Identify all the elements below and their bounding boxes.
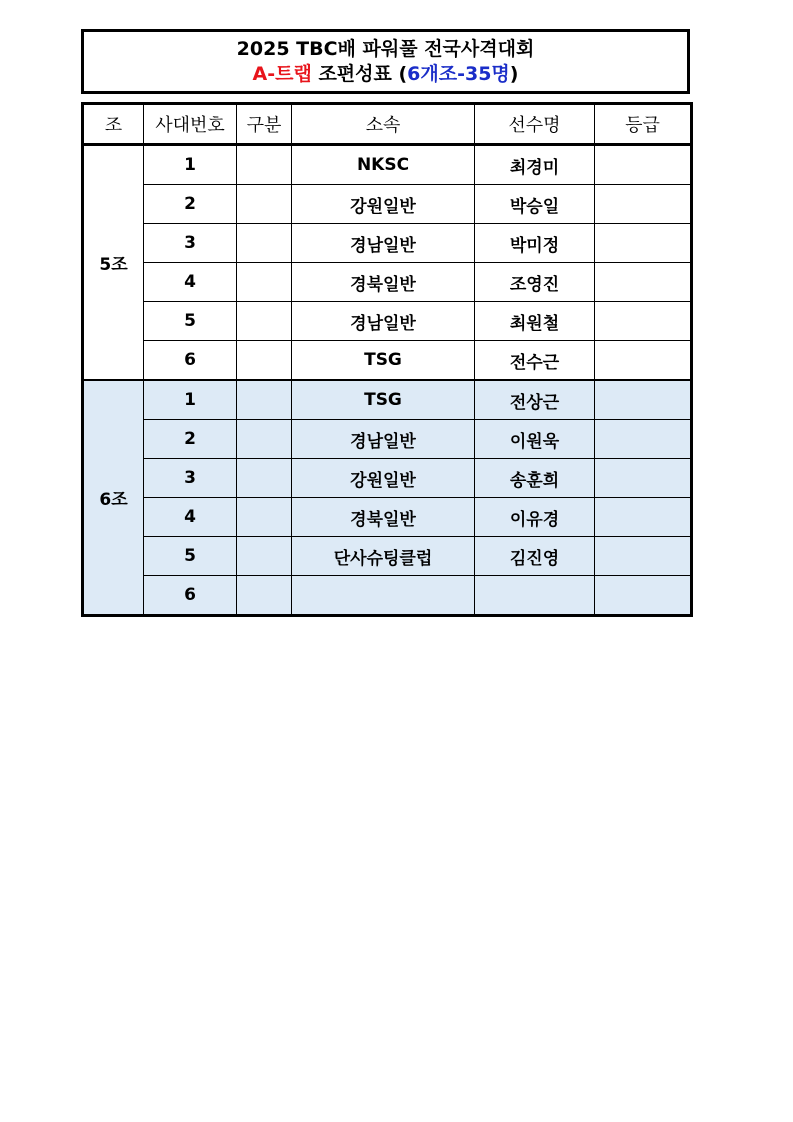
type-cell — [237, 459, 292, 498]
type-cell — [237, 224, 292, 263]
player-name-cell: 최경미 — [475, 145, 595, 185]
type-cell — [237, 576, 292, 616]
table-row — [83, 341, 692, 381]
type-cell — [237, 263, 292, 302]
player-name-cell: 최원철 — [475, 302, 595, 341]
table-row — [83, 145, 692, 185]
player-name-cell: 전수근 — [475, 341, 595, 381]
type-cell — [237, 420, 292, 459]
grade-cell — [595, 459, 692, 498]
grade-cell — [595, 537, 692, 576]
type-cell — [237, 341, 292, 381]
header-lane-number: 사대번호 — [144, 104, 237, 145]
grade-cell — [595, 380, 692, 420]
player-name-cell: 송훈희 — [475, 459, 595, 498]
event-name: A-트랩 — [252, 62, 312, 85]
team-cell: 강원일반 — [292, 185, 475, 224]
lane-number-cell: 4 — [144, 263, 237, 302]
lane-number-cell: 4 — [144, 498, 237, 537]
table-header — [83, 104, 692, 145]
table-row — [83, 459, 692, 498]
grade-cell — [595, 498, 692, 537]
lane-number-cell: 2 — [144, 185, 237, 224]
table-row — [83, 420, 692, 459]
lane-number-cell: 5 — [144, 302, 237, 341]
table-row — [83, 498, 692, 537]
lane-number-cell: 3 — [144, 459, 237, 498]
header-team: 소속 — [292, 104, 475, 145]
type-cell — [237, 185, 292, 224]
player-name-cell: 이원욱 — [475, 420, 595, 459]
team-cell: 단사슈팅클럽 — [292, 537, 475, 576]
type-cell — [237, 537, 292, 576]
header-grade: 등급 — [595, 104, 692, 145]
lane-number-cell: 6 — [144, 341, 237, 381]
team-cell: TSG — [292, 380, 475, 420]
player-name-cell: 김진영 — [475, 537, 595, 576]
subtitle-label: 조편성표 — [311, 62, 399, 85]
team-cell: 경남일반 — [292, 420, 475, 459]
table-row — [83, 224, 692, 263]
header-type: 구분 — [237, 104, 292, 145]
grade-cell — [595, 576, 692, 616]
header-group: 조 — [83, 104, 144, 145]
grade-cell — [595, 302, 692, 341]
lane-number-cell: 1 — [144, 380, 237, 420]
lane-number-cell: 2 — [144, 420, 237, 459]
paren-close: ) — [509, 62, 519, 85]
type-cell — [237, 302, 292, 341]
player-name-cell: 이유경 — [475, 498, 595, 537]
type-cell — [237, 380, 292, 420]
grade-cell — [595, 420, 692, 459]
type-cell — [237, 498, 292, 537]
table-row — [83, 380, 692, 420]
title-box — [81, 29, 690, 94]
player-name-cell: 전상근 — [475, 380, 595, 420]
lane-number-cell: 1 — [144, 145, 237, 185]
team-cell: 경북일반 — [292, 263, 475, 302]
lane-number-cell: 3 — [144, 224, 237, 263]
team-cell: 경남일반 — [292, 302, 475, 341]
grade-cell — [595, 224, 692, 263]
team-cell: 강원일반 — [292, 459, 475, 498]
grade-cell — [595, 145, 692, 185]
group-name-cell: 6조 — [83, 380, 144, 616]
type-cell — [237, 145, 292, 185]
table-row — [83, 537, 692, 576]
lane-number-cell: 6 — [144, 576, 237, 616]
roster-table — [81, 102, 693, 617]
team-cell: NKSC — [292, 145, 475, 185]
lane-number-cell: 5 — [144, 537, 237, 576]
paren-open: ( — [398, 62, 408, 85]
table-row — [83, 263, 692, 302]
table-row — [83, 185, 692, 224]
player-name-cell: 조영진 — [475, 263, 595, 302]
player-name-cell — [475, 576, 595, 616]
group-summary: 6개조-35명 — [407, 62, 510, 85]
team-cell: 경북일반 — [292, 498, 475, 537]
group-name-cell: 5조 — [83, 145, 144, 381]
player-name-cell: 박미정 — [475, 224, 595, 263]
team-cell: TSG — [292, 341, 475, 381]
team-cell — [292, 576, 475, 616]
table-row — [83, 302, 692, 341]
grade-cell — [595, 341, 692, 381]
document-subtitle — [253, 62, 519, 87]
grade-cell — [595, 185, 692, 224]
player-name-cell: 박승일 — [475, 185, 595, 224]
table-row — [83, 576, 692, 616]
team-cell: 경남일반 — [292, 224, 475, 263]
document-title: 2025 TBC배 파워풀 전국사격대회 — [236, 37, 535, 60]
header-row — [83, 104, 692, 145]
header-player: 선수명 — [475, 104, 595, 145]
table-body — [83, 145, 692, 616]
grade-cell — [595, 263, 692, 302]
